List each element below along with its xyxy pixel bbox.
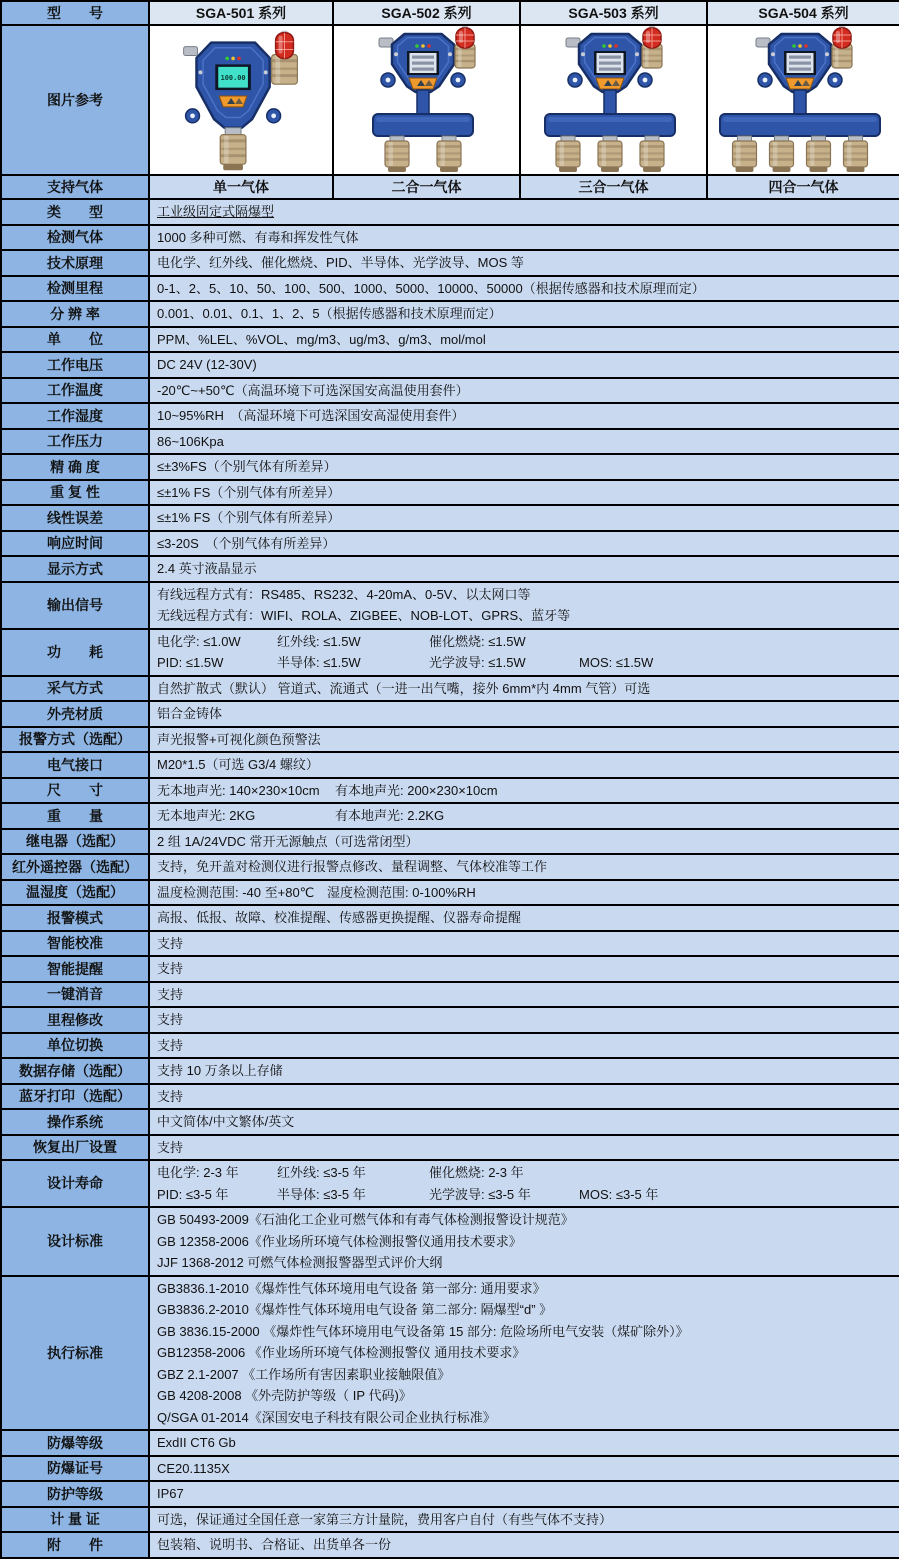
sensor-probe-icon	[556, 136, 580, 172]
value-line: 包装箱、说明书、合格证、出货单各一份	[157, 1537, 392, 1552]
value-line: 0.001、0.01、0.1、1、2、5（根据传感器和技术原理而定）	[157, 306, 502, 321]
gas-detector-illustration	[708, 26, 899, 174]
value-line: 支持	[157, 1012, 184, 1027]
image-row	[1, 25, 899, 175]
spec-row	[1, 250, 899, 276]
row-label: 线性误差	[1, 505, 149, 531]
spec-row	[1, 582, 899, 629]
header-row	[1, 1, 899, 25]
value-line: GB3836.2-2010《爆炸性气体环境用电气设备 第二部分: 隔爆型“d” 》	[157, 1302, 553, 1317]
row-label: 工作湿度	[1, 403, 149, 429]
value-line: PPM、%LEL、%VOL、mg/m3、ug/m3、g/m3、mol/mol	[157, 331, 486, 347]
gas-row	[1, 175, 899, 199]
row-value	[149, 582, 899, 629]
value-line: 可选，保证通过全国任意一家第三方计量院，费用客户自付（有些气体不支持）	[157, 1511, 613, 1527]
spec-row	[1, 1430, 899, 1456]
value-item: 无本地声光: 140×230×10cm	[157, 782, 320, 798]
gas-value-sga-501: 单一气体	[149, 175, 333, 199]
row-label: 单 位	[1, 327, 149, 353]
alarm-beacon-icon	[455, 26, 475, 68]
row-label: 显示方式	[1, 556, 149, 582]
gas-detector-icon	[150, 26, 332, 174]
spec-row	[1, 454, 899, 480]
model-sga-504: SGA-504 系列	[707, 1, 899, 25]
row-label: 重 量	[1, 803, 149, 829]
row-value	[149, 752, 899, 778]
row-label: 一键消音	[1, 982, 149, 1008]
value-line: 无线远程方式有：WIFI、ROLA、ZIGBEE、NOB-LOT、GPRS、蓝牙等	[157, 608, 571, 623]
row-label: 外壳材质	[1, 701, 149, 727]
value-line: 支持	[157, 986, 184, 1002]
value-line: -20℃~+50℃（高温环境下可选深国安高温使用套件）	[157, 382, 469, 398]
value-line: CE20.1135X	[157, 1460, 230, 1476]
value-line	[157, 805, 892, 827]
value-line: 支持	[157, 1037, 184, 1053]
row-value	[149, 199, 899, 225]
value-line: 支持	[157, 961, 184, 976]
value-line: Q/SGA 01-2014《深国安电子科技有限公司企业执行标准》	[157, 1409, 496, 1425]
row-label: 工作压力	[1, 429, 149, 455]
value-line: 高报、低报、故障、校准提醒、传感器更换提醒、仪器寿命提醒	[157, 910, 522, 925]
value-line: IP67	[157, 1486, 184, 1501]
value-item: 有本地声光: 2.2KG	[335, 808, 445, 823]
value-line: 支持，免开盖对检测仪进行报警点修改、量程调整、气体校准等工作	[157, 859, 548, 874]
value-item: 红外线: ≤1.5W	[277, 633, 361, 649]
row-label: 工作电压	[1, 352, 149, 378]
spec-row	[1, 1481, 899, 1507]
row-label: 检测气体	[1, 225, 149, 251]
alarm-beacon-icon	[832, 26, 852, 68]
row-value	[149, 1430, 899, 1456]
spec-row	[1, 301, 899, 327]
spec-row	[1, 1532, 899, 1558]
spec-row	[1, 1007, 899, 1033]
gas-detector-illustration	[334, 26, 519, 174]
value-line	[157, 652, 892, 674]
sensor-probe-icon	[843, 136, 867, 172]
value-line: 中文简体/中文繁体/英文	[157, 1114, 295, 1129]
row-value	[149, 276, 899, 302]
row-value	[149, 250, 899, 276]
row-label: 响应时间	[1, 531, 149, 557]
row-label: 设计标准	[1, 1207, 149, 1276]
sensor-probe-icon	[437, 136, 461, 172]
value-line: 支持 10 万条以上存储	[157, 1063, 283, 1078]
row-label: 防护等级	[1, 1481, 149, 1507]
value-line: JJF 1368-2012 可燃气体检测报警器型式评价大纲	[157, 1255, 443, 1270]
value-item: 光学波导: ≤3-5 年	[429, 1186, 531, 1202]
row-value	[149, 454, 899, 480]
row-label: 数据存储（选配）	[1, 1058, 149, 1084]
value-line	[157, 1184, 892, 1206]
row-label: 防爆证号	[1, 1456, 149, 1482]
device-image-sga-501	[149, 25, 333, 175]
alarm-beacon-icon	[272, 31, 298, 84]
row-label: 分 辨 率	[1, 301, 149, 327]
gas-value-sga-504: 四合一气体	[707, 175, 899, 199]
row-label: 精 确 度	[1, 454, 149, 480]
value-line: ≤±3%FS（个别气体有所差异）	[157, 459, 337, 474]
spec-row	[1, 931, 899, 957]
row-label: 设计寿命	[1, 1160, 149, 1207]
row-value	[149, 1456, 899, 1482]
spec-row	[1, 1058, 899, 1084]
gas-row-label: 支持气体	[1, 175, 149, 199]
sensor-probe-icon	[806, 136, 830, 172]
row-value	[149, 1160, 899, 1207]
sensor-probe-icon	[220, 128, 246, 171]
spec-row	[1, 429, 899, 455]
row-label: 技术原理	[1, 250, 149, 276]
value-line: GB3836.1-2010《爆炸性气体环境用电气设备 第一部分: 通用要求》	[157, 1280, 546, 1296]
row-value	[149, 982, 899, 1008]
value-line: 1000 多种可燃、有毒和挥发性气体	[157, 229, 359, 245]
row-value	[149, 301, 899, 327]
row-value	[149, 1007, 899, 1033]
spec-row	[1, 727, 899, 753]
value-item: 温度检测范围: -40 至+80℃	[157, 884, 315, 900]
row-value	[149, 1135, 899, 1161]
value-item: 催化燃烧: 2-3 年	[429, 1165, 524, 1180]
row-value	[149, 1507, 899, 1533]
row-label: 操作系统	[1, 1109, 149, 1135]
spec-row	[1, 1276, 899, 1431]
row-label: 恢复出厂设置	[1, 1135, 149, 1161]
sensor-probe-icon	[385, 136, 409, 172]
row-value	[149, 1058, 899, 1084]
row-label: 尺 寸	[1, 778, 149, 804]
spec-row	[1, 1207, 899, 1276]
sensor-probe-icon	[769, 136, 793, 172]
spec-row	[1, 225, 899, 251]
gas-detector-illustration	[150, 26, 332, 174]
row-value	[149, 403, 899, 429]
row-label: 温湿度（选配）	[1, 880, 149, 906]
spec-row	[1, 956, 899, 982]
value-line: 10~95%RH （高湿环境下可选深国安高湿使用套件）	[157, 408, 465, 423]
value-line: 0-1、2、5、10、50、100、500、1000、5000、10000、50000（根据传感器和技术原理而定）	[157, 280, 705, 296]
spec-row	[1, 531, 899, 557]
model-sga-502: SGA-502 系列	[333, 1, 520, 25]
sensor-probe-icon	[732, 136, 756, 172]
row-value	[149, 803, 899, 829]
alarm-beacon-icon	[642, 26, 662, 68]
image-row-label: 图片参考	[1, 25, 149, 175]
row-value	[149, 556, 899, 582]
value-item: 催化燃烧: ≤1.5W	[429, 633, 526, 649]
value-line	[157, 882, 892, 904]
row-label: 红外遥控器（选配）	[1, 854, 149, 880]
row-value	[149, 1532, 899, 1558]
row-label: 报警方式（选配）	[1, 727, 149, 753]
row-label: 功 耗	[1, 629, 149, 676]
value-line: ≤±1% FS（个别气体有所差异）	[157, 484, 341, 500]
row-label: 采气方式	[1, 676, 149, 702]
gas-detector-icon	[335, 26, 519, 174]
spec-row	[1, 480, 899, 506]
value-item: 电化学: 2-3 年	[157, 1165, 239, 1180]
row-label: 智能校准	[1, 931, 149, 957]
value-line: 铝合金铸体	[157, 706, 223, 721]
gas-detector-icon	[522, 26, 706, 174]
row-value	[149, 727, 899, 753]
spec-row	[1, 276, 899, 302]
value-line: GBZ 2.1-2007 《工作场所有害因素职业接触限值》	[157, 1366, 451, 1382]
value-item: MOS: ≤3-5 年	[579, 1186, 659, 1202]
value-line: GB 4208-2008 《外壳防护等级（ IP 代码)》	[157, 1388, 412, 1403]
spec-row	[1, 982, 899, 1008]
row-value	[149, 378, 899, 404]
row-label: 计 量 证	[1, 1507, 149, 1533]
spec-row	[1, 1507, 899, 1533]
row-value	[149, 225, 899, 251]
row-value	[149, 531, 899, 557]
value-item: 光学波导: ≤1.5W	[429, 655, 526, 670]
value-item: 有本地声光: 200×230×10cm	[335, 782, 498, 798]
value-line: 86~106Kpa	[157, 433, 224, 449]
sensor-probe-icon	[598, 136, 622, 172]
device-image-sga-502	[333, 25, 520, 175]
spec-row	[1, 701, 899, 727]
gas-detector-icon	[712, 26, 896, 174]
value-line: GB 3836.15-2000 《爆炸性气体环境用电气设备第 15 部分: 危险场所电气安装（煤矿除外）》	[157, 1323, 689, 1339]
spec-row	[1, 752, 899, 778]
value-item: MOS: ≤1.5W	[579, 655, 654, 670]
value-line	[157, 780, 892, 802]
row-label: 附 件	[1, 1532, 149, 1558]
row-label: 检测里程	[1, 276, 149, 302]
spec-row	[1, 1109, 899, 1135]
row-value	[149, 829, 899, 855]
spec-row	[1, 629, 899, 676]
row-value	[149, 505, 899, 531]
value-item: PID: ≤3-5 年	[157, 1186, 229, 1202]
row-value	[149, 701, 899, 727]
spec-row	[1, 1084, 899, 1110]
value-item: 湿度检测范围: 0-100%RH	[327, 884, 476, 900]
row-label: 智能提醒	[1, 956, 149, 982]
spec-row	[1, 1160, 899, 1207]
gas-value-sga-502: 二合一气体	[333, 175, 520, 199]
row-label: 蓝牙打印（选配）	[1, 1084, 149, 1110]
value-line: DC 24V (12-30V)	[157, 357, 257, 372]
value-line: GB 50493-2009《石油化工企业可燃气体和有毒气体检测报警设计规范》	[157, 1212, 574, 1227]
spec-row	[1, 1135, 899, 1161]
row-value	[149, 676, 899, 702]
row-value	[149, 905, 899, 931]
value-item: 半导体: ≤3-5 年	[277, 1186, 366, 1202]
row-value	[149, 1276, 899, 1431]
spec-row	[1, 327, 899, 353]
spec-row	[1, 556, 899, 582]
spec-row	[1, 880, 899, 906]
row-value	[149, 1033, 899, 1059]
row-label: 执行标准	[1, 1276, 149, 1431]
value-line: GB 12358-2006《作业场所环境气体检测报警仪通用技术要求》	[157, 1233, 522, 1249]
device-image-sga-503	[520, 25, 707, 175]
spec-row	[1, 778, 899, 804]
value-line: 有线远程方式有：RS485、RS232、4-20mA、0-5V、以太网口等	[157, 586, 531, 602]
spec-row	[1, 1456, 899, 1482]
value-item: 无本地声光: 2KG	[157, 808, 256, 823]
row-value	[149, 1109, 899, 1135]
row-label: 电气接口	[1, 752, 149, 778]
value-line: 支持	[157, 935, 184, 951]
row-value	[149, 327, 899, 353]
value-item: 半导体: ≤1.5W	[277, 655, 361, 670]
spec-row	[1, 905, 899, 931]
row-value	[149, 956, 899, 982]
value-item: PID: ≤1.5W	[157, 655, 224, 670]
spec-row	[1, 803, 899, 829]
row-value	[149, 480, 899, 506]
value-item: 电化学: ≤1.0W	[157, 633, 241, 649]
value-line: 声光报警+可视化颜色预警法	[157, 731, 321, 747]
spec-row	[1, 378, 899, 404]
value-line: 2 组 1A/24VDC 常开无源触点（可选常闭型）	[157, 833, 419, 849]
row-label: 重 复 性	[1, 480, 149, 506]
spec-row	[1, 829, 899, 855]
value-line: ≤±1% FS（个别气体有所差异）	[157, 510, 341, 525]
model-sga-501: SGA-501 系列	[149, 1, 333, 25]
value-line: 支持	[157, 1139, 184, 1155]
row-value	[149, 429, 899, 455]
spec-row	[1, 676, 899, 702]
value-line: 电化学、红外线、催化燃烧、PID、半导体、光学波导、MOS 等	[157, 255, 524, 270]
header-label: 型 号	[1, 1, 149, 25]
value-line: 支持	[157, 1088, 184, 1104]
svg-text:100.00: 100.00	[220, 74, 246, 83]
row-value	[149, 880, 899, 906]
gas-detector-illustration	[521, 26, 706, 174]
row-label: 防爆等级	[1, 1430, 149, 1456]
value-line: M20*1.5（可选 G3/4 螺纹）	[157, 757, 319, 772]
model-sga-503: SGA-503 系列	[520, 1, 707, 25]
row-label: 报警模式	[1, 905, 149, 931]
value-item: 红外线: ≤3-5 年	[277, 1165, 366, 1180]
row-value	[149, 1481, 899, 1507]
gas-value-sga-503: 三合一气体	[520, 175, 707, 199]
row-value	[149, 931, 899, 957]
spec-row	[1, 199, 899, 225]
row-value	[149, 1207, 899, 1276]
value-line: ExdII CT6 Gb	[157, 1435, 236, 1450]
value-line: ≤3-20S （个别气体有所差异）	[157, 535, 336, 551]
row-label: 工作温度	[1, 378, 149, 404]
row-label: 类 型	[1, 199, 149, 225]
row-label: 输出信号	[1, 582, 149, 629]
spec-row	[1, 854, 899, 880]
value-line: 工业级固定式隔爆型	[157, 204, 275, 219]
value-line: 2.4 英寸液晶显示	[157, 561, 257, 576]
spec-row	[1, 403, 899, 429]
value-line	[157, 1162, 892, 1184]
device-image-sga-504	[707, 25, 899, 175]
spec-row	[1, 1033, 899, 1059]
row-value	[149, 352, 899, 378]
spec-row	[1, 505, 899, 531]
row-value	[149, 778, 899, 804]
row-value	[149, 854, 899, 880]
row-value	[149, 629, 899, 676]
row-label: 继电器（选配）	[1, 829, 149, 855]
sensor-probe-icon	[640, 136, 664, 172]
value-line: GB12358-2006 《作业场所环境气体检测报警仪 通用技术要求》	[157, 1345, 526, 1360]
value-line	[157, 631, 892, 653]
row-label: 里程修改	[1, 1007, 149, 1033]
row-label: 单位切换	[1, 1033, 149, 1059]
spec-row	[1, 352, 899, 378]
value-line: 自然扩散式（默认） 管道式、流通式（一进一出气嘴，接外 6mm*内 4mm 气管）可选	[157, 680, 651, 696]
row-value	[149, 1084, 899, 1110]
